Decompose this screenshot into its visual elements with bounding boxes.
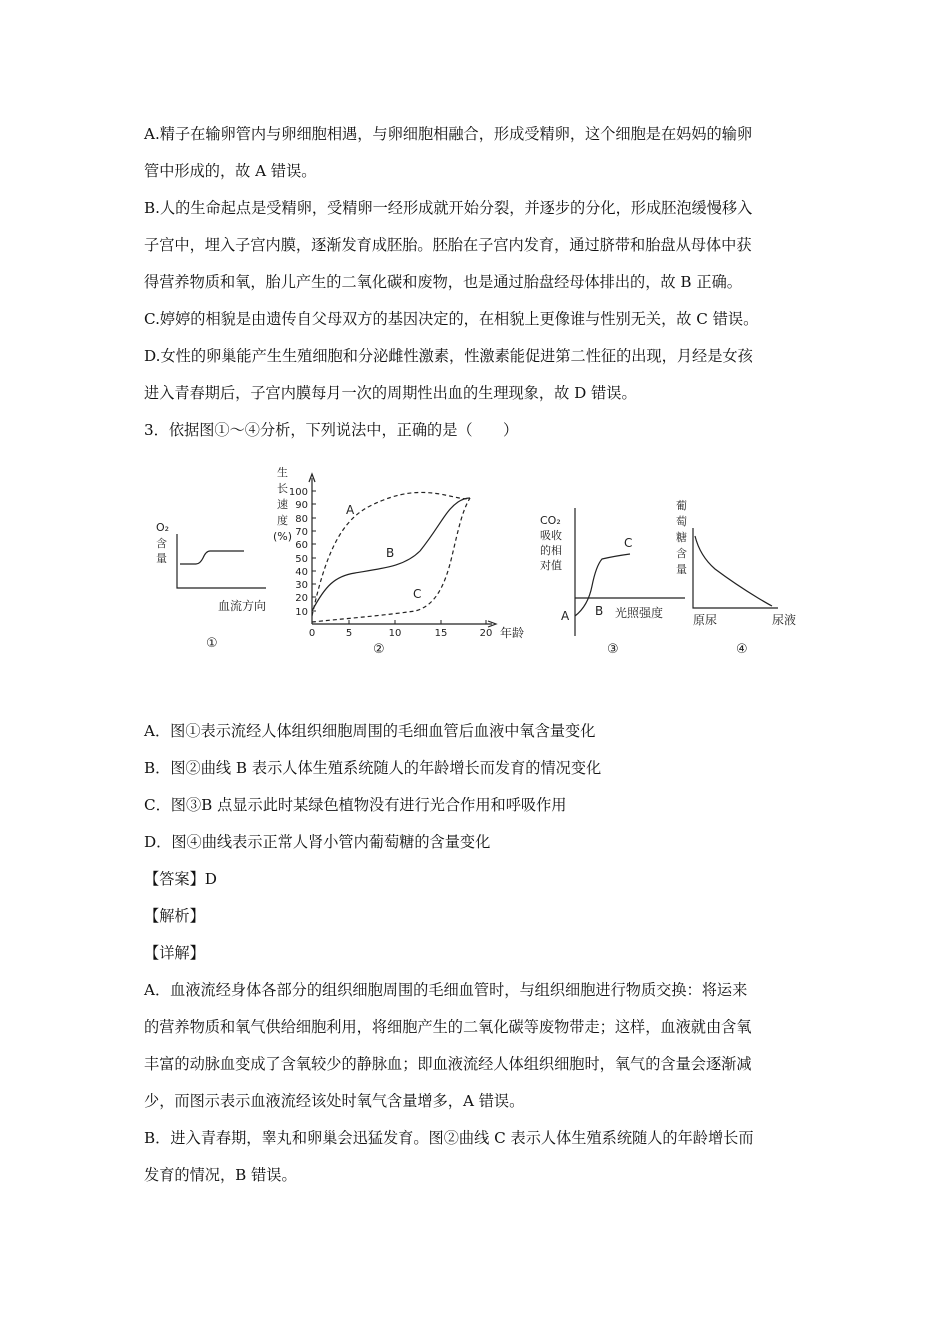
fig2-ytick: 10 xyxy=(295,607,308,618)
fig3-ylabel-line: 的相 xyxy=(540,544,562,557)
text-line: 管中形成的，故 A 错误。 xyxy=(144,162,317,180)
explanation-a xyxy=(144,972,814,1120)
fig4-curve xyxy=(695,536,772,606)
detail-label: 【详解】 xyxy=(144,944,205,962)
fig2-ytick-labels xyxy=(289,487,308,618)
text-line: 得营养物质和氧，胎儿产生的二氧化碳和废物，也是通过胎盘经母体排出的，故 B 正确。 xyxy=(144,273,742,291)
fig2-ylabel-char: (%) xyxy=(273,530,293,543)
text-line: D.女性的卵巢能产生生殖细胞和分泌雌性激素，性激素能促进第二性征的出现，月经是女孩 xyxy=(144,347,753,365)
fig1-ylabel-o2: O₂ xyxy=(156,521,170,534)
fig2-ytick: 100 xyxy=(288,487,308,498)
fig4-xlabel-left: 原尿 xyxy=(693,613,718,627)
option-d: D．图④曲线表示正常人肾小管内葡萄糖的含量变化 xyxy=(144,833,491,851)
fig2-label-b: B xyxy=(386,546,395,560)
fig2-curve-c xyxy=(312,498,470,622)
fig4-xlabel-right: 尿液 xyxy=(772,613,797,627)
fig2-label-a: A xyxy=(346,503,355,517)
fig2-xlabel: 年龄 xyxy=(500,626,525,640)
fig1-ylabel-content xyxy=(156,536,167,565)
analysis-label: 【解析】 xyxy=(144,907,205,925)
fig2-xtick: 20 xyxy=(479,628,493,639)
text-line: A.精子在输卵管内与卵细胞相遇，与卵细胞相融合，形成受精卵，这个细胞是在妈妈的输卵 xyxy=(144,125,753,143)
fig2-ytick: 50 xyxy=(295,554,308,565)
fig2-axes xyxy=(312,478,492,624)
fig2-ytick: 60 xyxy=(295,540,308,551)
answer: 【答案】D xyxy=(144,870,217,888)
fig2-ytick: 80 xyxy=(295,514,308,525)
fig2-xtick: 5 xyxy=(345,628,353,639)
fig4-ylabel-char: 葡 xyxy=(676,499,687,512)
fig4-axes xyxy=(693,528,778,608)
fig2-xtick: 10 xyxy=(388,628,402,639)
text-line: 的营养物质和氧气供给细胞利用，将细胞产生的二氧化碳等废物带走；这样，血液就由含氧 xyxy=(144,1018,752,1036)
fig1-caption: ① xyxy=(206,636,218,651)
fig1-curve xyxy=(180,551,244,564)
fig2-ylabel-char: 生 xyxy=(277,466,288,479)
fig1-ylabel-char: 量 xyxy=(156,552,167,565)
fig1-ylabel-char: 含 xyxy=(156,537,167,550)
fig2-ytick: 90 xyxy=(295,500,308,511)
option-c: C．图③B 点显示此时某绿色植物没有进行光合作用和呼吸作用 xyxy=(144,796,567,814)
fig2-xtick-labels xyxy=(309,628,493,639)
paragraph-c xyxy=(144,301,814,338)
fig2-caption: ② xyxy=(373,642,385,657)
fig2-xtick: 15 xyxy=(434,628,448,639)
fig2-ytick: 40 xyxy=(295,567,308,578)
fig4-ylabel-char: 含 xyxy=(676,547,687,560)
fig4-ylabel-char: 糖 xyxy=(676,531,687,544)
fig4-ylabel xyxy=(676,498,691,576)
fig4-ylabel-char: 量 xyxy=(676,563,687,576)
fig2-ylabel-char: 长 xyxy=(277,482,288,495)
option-a: A．图①表示流经人体组织细胞周围的毛细血管后血液中氧含量变化 xyxy=(144,722,596,740)
fig4-ylabel-char: 萄 xyxy=(676,515,687,528)
paragraph-d xyxy=(144,338,814,412)
fig2-label-c: C xyxy=(413,587,422,601)
fig3-xlabel: 光照强度 xyxy=(615,606,664,620)
fig2-xtick: 0 xyxy=(308,628,316,639)
fig3-label-a: A xyxy=(561,609,570,623)
fig2-ylabel xyxy=(273,465,292,543)
fig3-ylabel-line: 对值 xyxy=(540,559,562,572)
fig2-ylabel-char: 速 xyxy=(277,498,288,511)
text-line: B．进入青春期，睾丸和卵巢会迅猛发育。图②曲线 C 表示人体生殖系统随人的年龄增长而 xyxy=(144,1129,754,1147)
fig2-ytick: 70 xyxy=(295,527,308,538)
fig3-label-c: C xyxy=(624,536,633,550)
question-figure xyxy=(140,436,820,666)
question-3: 3．依据图①～④分析，下列说法中，正确的是（ ） xyxy=(144,421,519,439)
fig2-ytick: 30 xyxy=(295,580,308,591)
text-line: 发育的情况，B 错误。 xyxy=(144,1166,297,1184)
fig1-axes xyxy=(177,534,266,588)
paragraph-b xyxy=(144,190,814,301)
fig3-ylabel xyxy=(540,514,566,572)
text-line: 少，而图示表示血液流经该处时氧气含量增多，A 错误。 xyxy=(144,1092,525,1110)
text-line: C.婷婷的相貌是由遗传自父母双方的基因决定的，在相貌上更像谁与性别无关，故 C 错误。 xyxy=(144,310,759,328)
paragraph-a xyxy=(144,116,814,190)
text-line: 子宫中，埋入子宫内膜，逐渐发育成胚胎。胚胎在子宫内发育，通过脐带和胎盘从母体中获 xyxy=(144,236,752,254)
fig2-ytick: 20 xyxy=(295,593,308,604)
text-line: 进入青春期后，子宫内膜每月一次的周期性出血的生理现象，故 D 错误。 xyxy=(144,384,637,402)
fig2-ylabel-char: 度 xyxy=(277,514,288,527)
option-b: B．图②曲线 B 表示人体生殖系统随人的年龄增长而发育的情况变化 xyxy=(144,759,602,777)
text-line: B.人的生命起点是受精卵，受精卵一经形成就开始分裂，并逐步的分化，形成胚泡缓慢移入 xyxy=(144,199,753,217)
fig3-label-b: B xyxy=(595,604,604,618)
fig1-xlabel: 血流方向 xyxy=(218,599,267,613)
text-line: 丰富的动脉血变成了含氧较少的静脉血；即血液流经人体组织细胞时，氧气的含量会逐渐减 xyxy=(144,1055,752,1073)
text-line: A．血液流经身体各部分的组织细胞周围的毛细血管时，与组织细胞进行物质交换：将运来 xyxy=(144,981,748,999)
fig3-ylabel-line: CO₂ xyxy=(540,514,561,527)
explanation-b xyxy=(144,1120,814,1194)
fig4-caption: ④ xyxy=(736,642,748,657)
fig3-ylabel-line: 吸收 xyxy=(540,529,562,542)
fig3-caption: ③ xyxy=(607,642,619,657)
